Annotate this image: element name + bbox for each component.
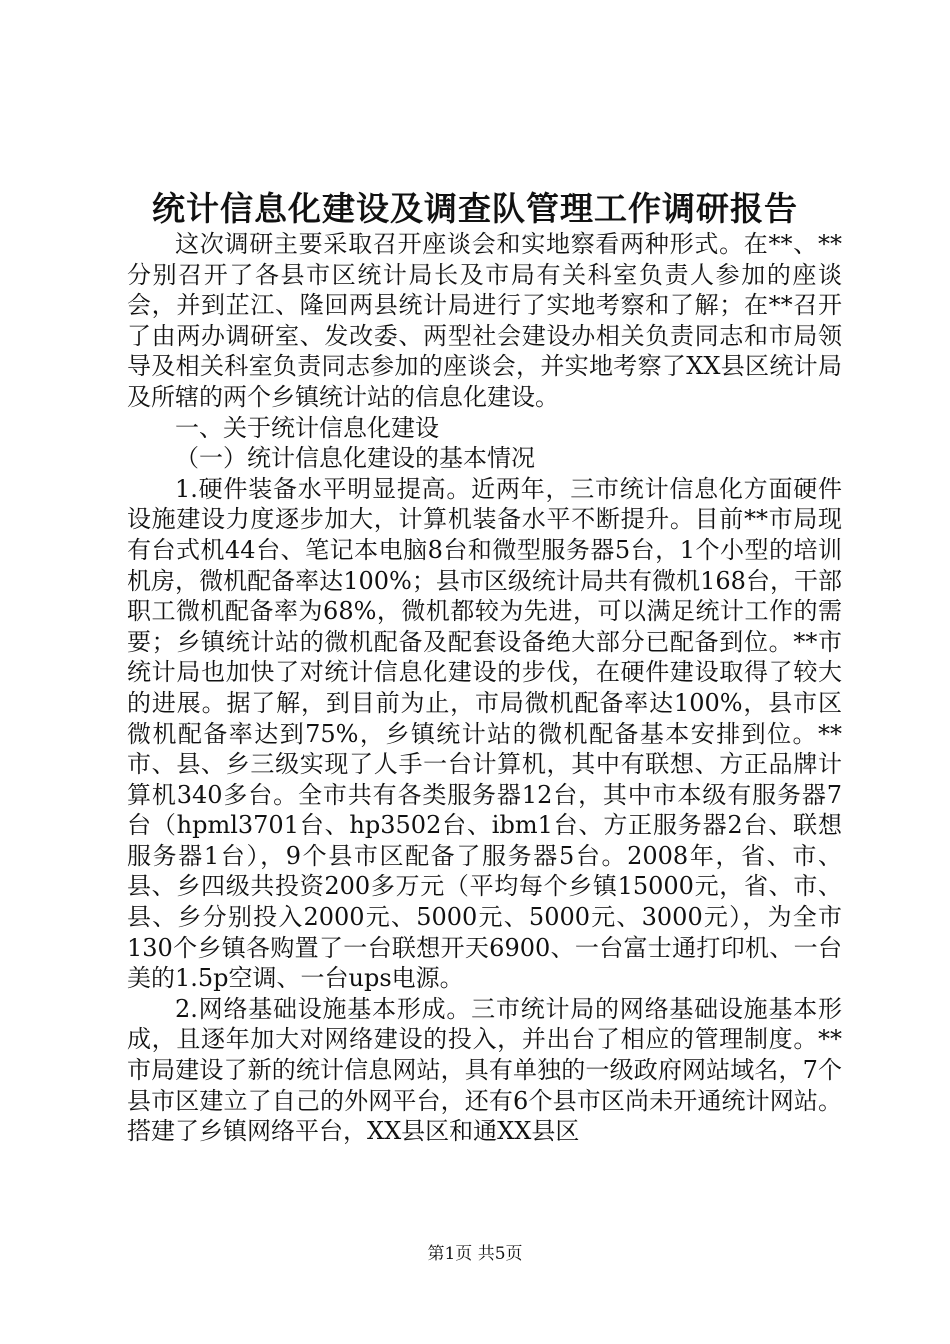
- section-heading: 一、关于统计信息化建设: [175, 413, 439, 442]
- paragraph-network: 2.网络基础设施基本形成。三市统计局的网络基础设施基本形成，且逐年加大对网络建设的投入，并出台了相应的管理制度。**市局建设了新的统计信息网站，具有单独的一级政府网站域名，7个县市区建立了自己的外网平台，还有6个县市区尚未开通统计网站。搭建了乡镇网络平台，XX县区和通XX县区: [127, 994, 842, 1146]
- document-title: 统计信息化建设及调查队管理工作调研报告: [152, 189, 798, 228]
- paragraph-intro: 这次调研主要采取召开座谈会和实地察看两种形式。在**、**分别召开了各县市区统计局长及市局有关科室负责人参加的座谈会，并到芷江、隆回两县统计局进行了实地考察和了解；在**召开了由两办调研室、发改委、两型社会建设办相关负责同志和市局领导及相关科室负责同志参加的座谈会，并实地考察了XX县区统计局及所辖的两个乡镇统计站的信息化建设。: [127, 230, 842, 411]
- page-number: 第1页 共5页: [427, 1244, 523, 1264]
- document-body: [127, 229, 842, 1147]
- subsection-heading: （一）统计信息化建设的基本情况: [175, 444, 535, 473]
- paragraph-hardware: 1.硬件装备水平明显提高。近两年，三市统计信息化方面硬件设施建设力度逐步加大，计算机装备水平不断提升。目前**市局现有台式机44台、笔记本电脑8台和微型服务器5台，1个小型的培训机房，微机配备率达100%；县市区级统计局共有微机168台，干部职工微机配备率为68%，微机都较为先进，可以满足统计工作的需要；乡镇统计站的微机配备及配套设备绝大部分已配备到位。**市统计局也加快了对统计信息化建设的步伐，在硬件建设取得了较大的进展。据了解，到目前为止，市局微机配备率达100%，县市区微机配备率达到75%，乡镇统计站的微机配备基本安排到位。**市、县、乡三级实现了人手一台计算机，其中有联想、方正品牌计算机340多台。全市共有各类服务器12台，其中市本级有服务器7台（hpml3701台、hp3502台、ibm1台、方正服务器2台、联想服务器1台），9个县市区配备了服务器5台。2008年，省、市、县、乡四级共投资200多万元（平均每个乡镇15000元，省、市、县、乡分别投入2000元、5000元、5000元、3000元），为全市130个乡镇各购置了一台联想开天6900、一台富士通打印机、一台美的1.5p空调、一台ups电源。: [127, 474, 842, 993]
